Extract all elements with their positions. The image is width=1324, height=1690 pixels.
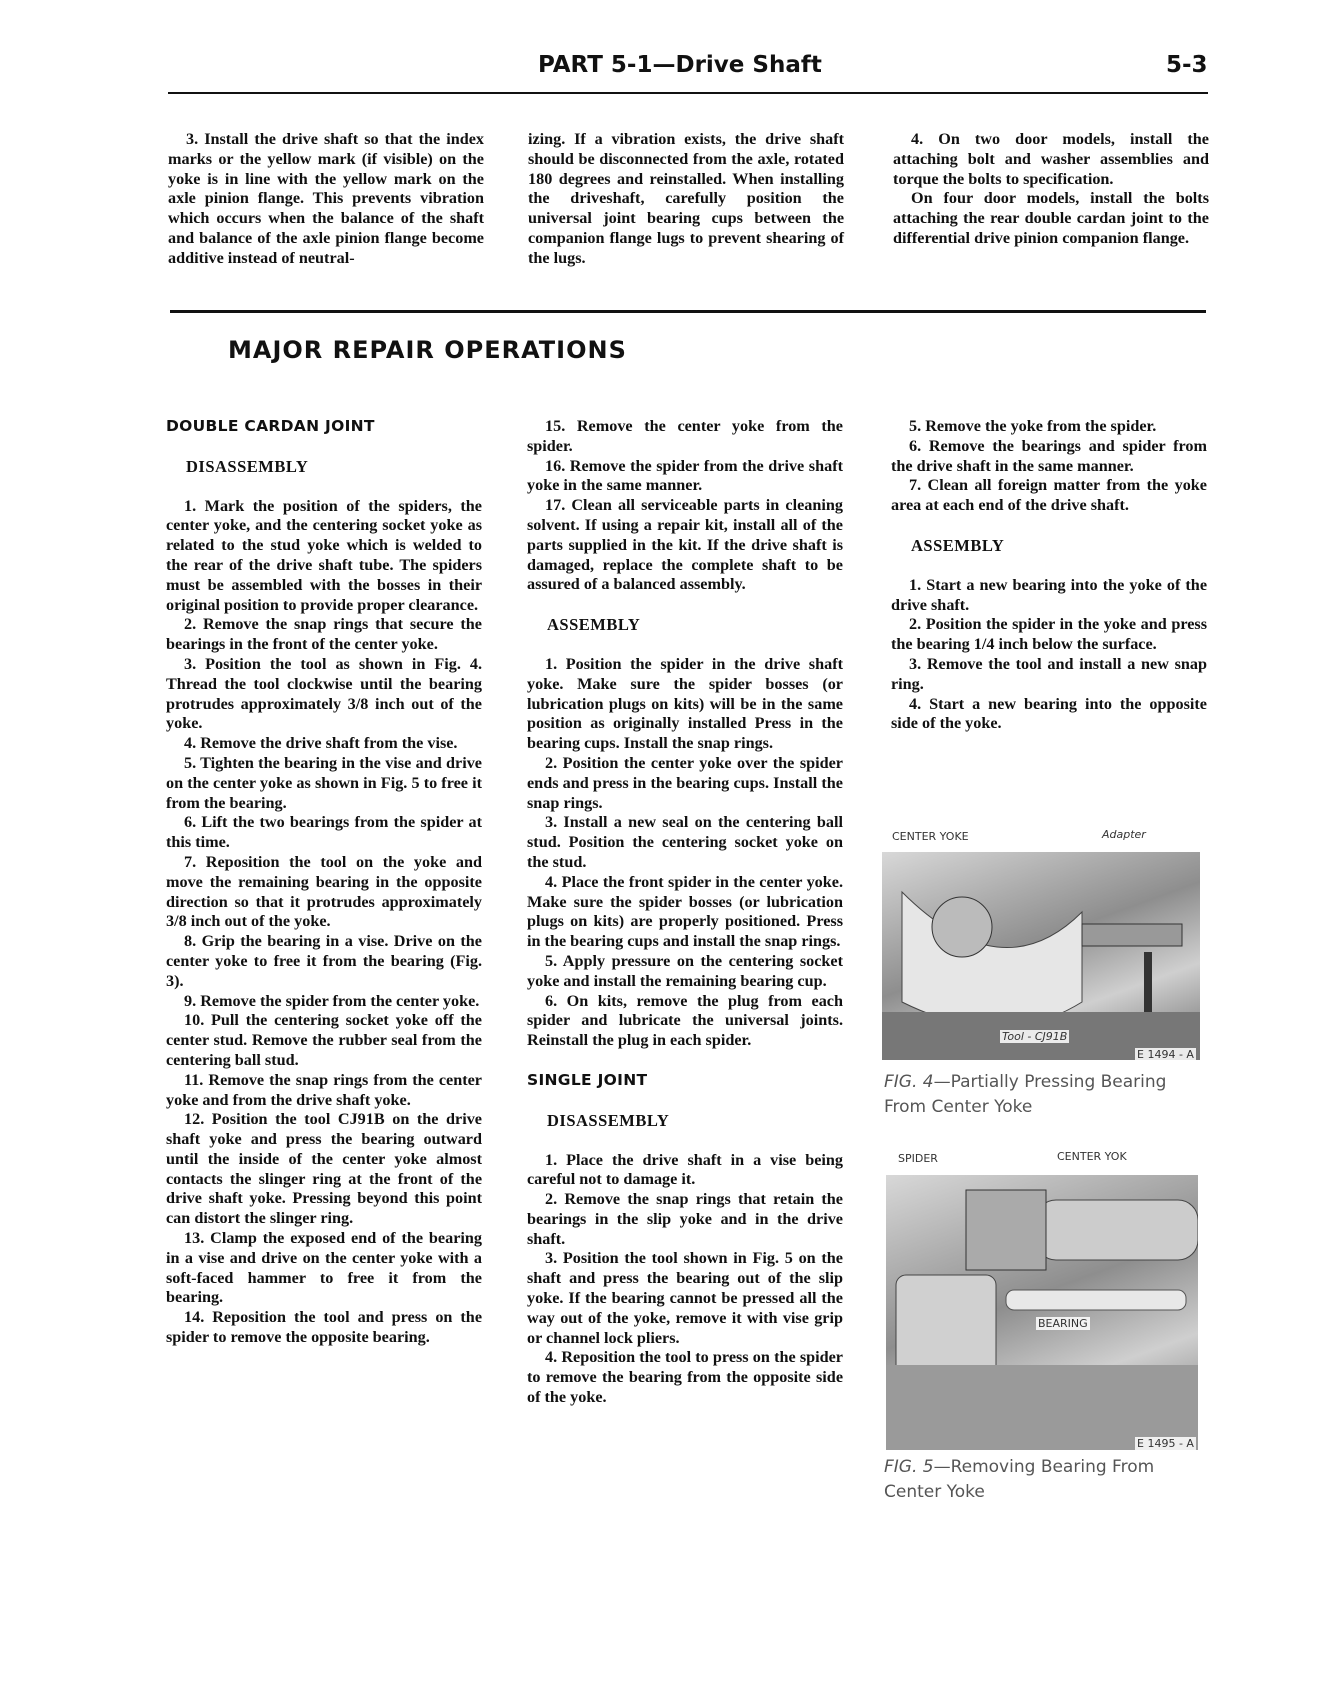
paragraph: 3. Position the tool shown in Fig. 5 on the shaft and press the bearing out of the slip yoke. If the bearing cannot be pressed all the way out of the yoke, remove it with vise grip or channel lock pliers. <box>527 1249 843 1347</box>
label-tool: Tool - CJ91B <box>1002 1030 1068 1043</box>
figure-5-caption <box>884 1455 1204 1505</box>
paragraph: 11. Remove the snap rings from the center yoke and from the drive shaft yoke. <box>166 1070 482 1109</box>
label-adapter: Adapter <box>1102 828 1146 841</box>
paragraph: 4. Start a new bearing into the opposite side of the yoke. <box>891 694 1207 733</box>
section-title: MAJOR REPAIR OPERATIONS <box>228 336 627 364</box>
label-bearing: BEARING <box>1038 1317 1088 1330</box>
paragraph: 4. Place the front spider in the center yoke. Make sure the spider bosses (or lubrication plugs on kits) are properly positioned. Press in the bearing cups and install the snap rings. <box>527 872 843 951</box>
paragraph: 8. Grip the bearing in a vise. Drive on the center yoke to free it from the bearing (Fig. 3). <box>166 932 482 990</box>
paragraph: 13. Clamp the exposed end of the bearing in a vise and drive on the center yoke with a soft-faced hammer to free it from the bearing. <box>166 1229 482 1307</box>
paragraph: 15. Remove the center yoke from the spider. <box>527 417 843 455</box>
column-1 <box>166 417 482 1348</box>
figure-5-photo <box>886 1175 1198 1450</box>
paragraph: 2. Position the center yoke over the spider ends and press in the bearing cups. Install the snap rings. <box>527 753 843 812</box>
paragraph: 17. Clean all serviceable parts in cleaning solvent. If using a repair kit, install all of the parts supplied in the kit. If the drive shaft is damaged, replace the complete shaft to be assured of a balanced assembly. <box>527 496 843 594</box>
caption-number: FIG. 5 <box>884 1457 934 1477</box>
caption-text: —Partially Pressing Bearing From Center Yoke <box>884 1072 1167 1117</box>
paragraph: 6. Remove the bearings and spider from the drive shaft in the same manner. <box>891 436 1207 475</box>
subheading-disassembly: DISASSEMBLY <box>547 1110 670 1130</box>
figure-4-photo <box>882 852 1200 1060</box>
paragraph: 5. Apply pressure on the centering socket yoke and install the remaining bearing cup. <box>527 951 843 990</box>
figure-code: E 1495 - A <box>1137 1437 1194 1450</box>
paragraph: 1. Position the spider in the drive shaft yoke. Make sure the spider bosses (or lubrication plugs on kits) will be in the same position as originally installed Press in the bearing cups. Install the snap rings. <box>527 654 843 753</box>
section-rule <box>170 310 1206 313</box>
paragraph: 7. Clean all foreign matter from the yoke area at each end of the drive shaft. <box>891 476 1207 515</box>
paragraph: 4. Remove the drive shaft from the vise. <box>184 734 458 753</box>
caption-number: FIG. 4 <box>884 1072 934 1092</box>
label-center-yoke: CENTER YOKE <box>892 830 969 843</box>
column-2 <box>527 417 843 1408</box>
paragraph: 3. Install a new seal on the centering ball stud. Position the centering socket yoke on the stud. <box>527 813 843 871</box>
page-number: 5-3 <box>1166 52 1208 78</box>
running-header: PART 5-1—Drive Shaft <box>538 52 822 78</box>
paragraph: 1. Mark the position of the spiders, the center yoke, and the centering socket yoke as related to the stud yoke which is welded to the rear of the drive shaft tube. The spiders must be assembled with the bosses in their original position to provide proper clearance. <box>166 496 482 614</box>
paragraph: 16. Remove the spider from the drive shaft yoke in the same manner. <box>527 456 843 495</box>
paragraph: izing. If a vibration exists, the drive shaft should be disconnected from the axle, rotated 180 degrees and reinstalled. When installing the driveshaft, carefully position the universal joint bearing cups between the companion flange lugs to prevent shearing of the lugs. <box>528 130 844 267</box>
caption-text: —Removing Bearing From Center Yoke <box>884 1457 1155 1502</box>
paragraph: 2. Position the spider in the yoke and press the bearing 1/4 inch below the surface. <box>891 615 1207 654</box>
paragraph: 9. Remove the spider from the center yoke. <box>184 991 480 1010</box>
header-rule <box>168 92 1208 94</box>
paragraph: 5. Remove the yoke from the spider. <box>909 417 1157 435</box>
heading-double-cardan: DOUBLE CARDAN JOINT <box>166 417 375 435</box>
paragraph: 1. Place the drive shaft in a vise being careful not to damage it. <box>527 1150 843 1189</box>
paragraph: 3. Position the tool as shown in Fig. 4. Thread the tool clockwise until the bearing protrudes approximately 3/8 inch out of the yoke. <box>166 654 482 733</box>
subheading-disassembly: DISASSEMBLY <box>186 456 309 476</box>
paragraph: 3. Install the drive shaft so that the index marks or the yellow mark (if visible) on the yoke is in line with the yellow mark on the axle pinion flange. This prevents vibration which occurs when the balance of the shaft and balance of the axle pinion flange become additive instead of neutral- <box>168 130 484 267</box>
paragraph: 7. Reposition the tool on the yoke and move the remaining bearing in the opposite direction so that it protrudes approximately 3/8 inch out of the yoke. <box>166 852 482 931</box>
column-3 <box>891 417 1207 734</box>
figure-code: E 1494 - A <box>1137 1048 1194 1061</box>
paragraph: 2. Remove the snap rings that secure the bearings in the front of the center yoke. <box>166 615 482 654</box>
top-column-1 <box>168 130 484 269</box>
paragraph: 6. Lift the two bearings from the spider at this time. <box>166 813 482 852</box>
paragraph: 4. Reposition the tool to press on the spider to remove the bearing from the opposite side of the yoke. <box>527 1348 843 1407</box>
paragraph: 4. On two door models, install the attaching bolt and washer assemblies and torque the bolts to specification. <box>893 130 1209 188</box>
paragraph: On four door models, install the bolts attaching the rear double cardan joint to the differential drive pinion companion flange. <box>893 189 1209 247</box>
paragraph: 14. Reposition the tool and press on the spider to remove the opposite bearing. <box>166 1308 482 1347</box>
top-column-2 <box>528 130 844 269</box>
label-spider: SPIDER <box>898 1152 938 1165</box>
subheading-assembly: ASSEMBLY <box>547 615 641 635</box>
figure-4-caption <box>884 1070 1204 1120</box>
paragraph: 10. Pull the centering socket yoke off the center stud. Remove the rubber seal from the centering ball stud. <box>166 1011 482 1069</box>
heading-single-joint: SINGLE JOINT <box>527 1070 648 1089</box>
paragraph: 2. Remove the snap rings that retain the bearings in the slip yoke and in the drive shaft. <box>527 1190 843 1248</box>
paragraph: 1. Start a new bearing into the yoke of the drive shaft. <box>891 575 1207 614</box>
paragraph: 5. Tighten the bearing in the vise and drive on the center yoke as shown in Fig. 5 to free it from the bearing. <box>166 753 482 812</box>
label-center-yoke: CENTER YOK <box>1057 1150 1127 1163</box>
top-column-3 <box>893 130 1209 249</box>
paragraph: 3. Remove the tool and install a new snap ring. <box>891 654 1207 693</box>
subheading-assembly: ASSEMBLY <box>911 535 1005 555</box>
paragraph: 6. On kits, remove the plug from each spider and lubricate the universal joints. Reinstall the plug in each spider. <box>527 991 843 1050</box>
paragraph: 12. Position the tool CJ91B on the drive shaft yoke and press the bearing outward until the inside of the center yoke almost contacts the slinger ring at the front of the drive shaft yoke. Pressing beyond this point can distort the slinger ring. <box>166 1110 482 1228</box>
